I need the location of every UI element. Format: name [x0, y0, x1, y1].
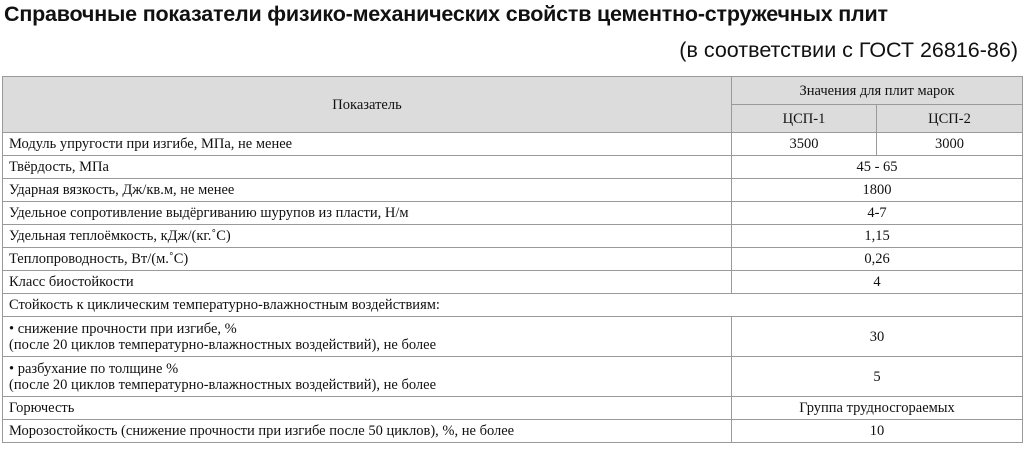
page-subtitle: (в соответствии с ГОСТ 26816-86)	[679, 38, 1018, 62]
row-label: Теплопроводность, Вт/(м.˚С)	[3, 248, 732, 271]
row-value-grade-2: 3000	[877, 133, 1023, 156]
table-section-row	[3, 294, 1023, 317]
table-row	[3, 420, 1023, 443]
row-label-line-2: (после 20 циклов температурно-влажностных воздействий), не более	[9, 336, 436, 353]
table-row	[3, 357, 1023, 397]
header-indicator: Показатель	[3, 77, 732, 133]
properties-table	[2, 76, 1023, 443]
table-row	[3, 202, 1023, 225]
table-row	[3, 179, 1023, 202]
row-value: 1,15	[732, 225, 1023, 248]
table-row	[3, 225, 1023, 248]
row-label: Горючесть	[3, 397, 732, 420]
row-label: Удельная теплоёмкость, кДж/(кг.˚С)	[3, 225, 732, 248]
row-label: Модуль упругости при изгибе, МПа, не менее	[3, 133, 732, 156]
row-value: 10	[732, 420, 1023, 443]
row-label-line-2: (после 20 циклов температурно-влажностных воздействий), не более	[9, 376, 436, 393]
table-row	[3, 317, 1023, 357]
row-label: Класс биостойкости	[3, 271, 732, 294]
row-value-grade-1: 3500	[732, 133, 877, 156]
row-label	[3, 357, 732, 397]
table-row	[3, 133, 1023, 156]
row-value: Группа трудносгораемых	[732, 397, 1023, 420]
table-row	[3, 156, 1023, 179]
row-value: 4-7	[732, 202, 1023, 225]
row-value: 4	[732, 271, 1023, 294]
section-label: Стойкость к циклическим температурно-влажностным воздействиям:	[3, 294, 1023, 317]
header-values-group: Значения для плит марок	[732, 77, 1023, 105]
table-row	[3, 248, 1023, 271]
row-label: Ударная вязкость, Дж/кв.м, не менее	[3, 179, 732, 202]
row-value: 30	[732, 317, 1023, 357]
header-grade-2: ЦСП-2	[877, 105, 1023, 133]
row-label: Удельное сопротивление выдёргиванию шурупов из пласти, Н/м	[3, 202, 732, 225]
page-title: Справочные показатели физико-механических свойств цементно-стружечных плит	[4, 2, 888, 26]
row-label-line-1: • снижение прочности при изгибе, %	[9, 320, 237, 337]
row-label	[3, 317, 732, 357]
row-value: 45 - 65	[732, 156, 1023, 179]
table-header-row	[3, 77, 1023, 105]
row-value: 1800	[732, 179, 1023, 202]
row-label: Твёрдость, МПа	[3, 156, 732, 179]
row-label: Морозостойкость (снижение прочности при изгибе после 50 циклов), %, не более	[3, 420, 732, 443]
header-grade-1: ЦСП-1	[732, 105, 877, 133]
table-row	[3, 397, 1023, 420]
row-value: 0,26	[732, 248, 1023, 271]
row-label-line-1: • разбухание по толщине %	[9, 360, 179, 377]
row-value: 5	[732, 357, 1023, 397]
table-row	[3, 271, 1023, 294]
